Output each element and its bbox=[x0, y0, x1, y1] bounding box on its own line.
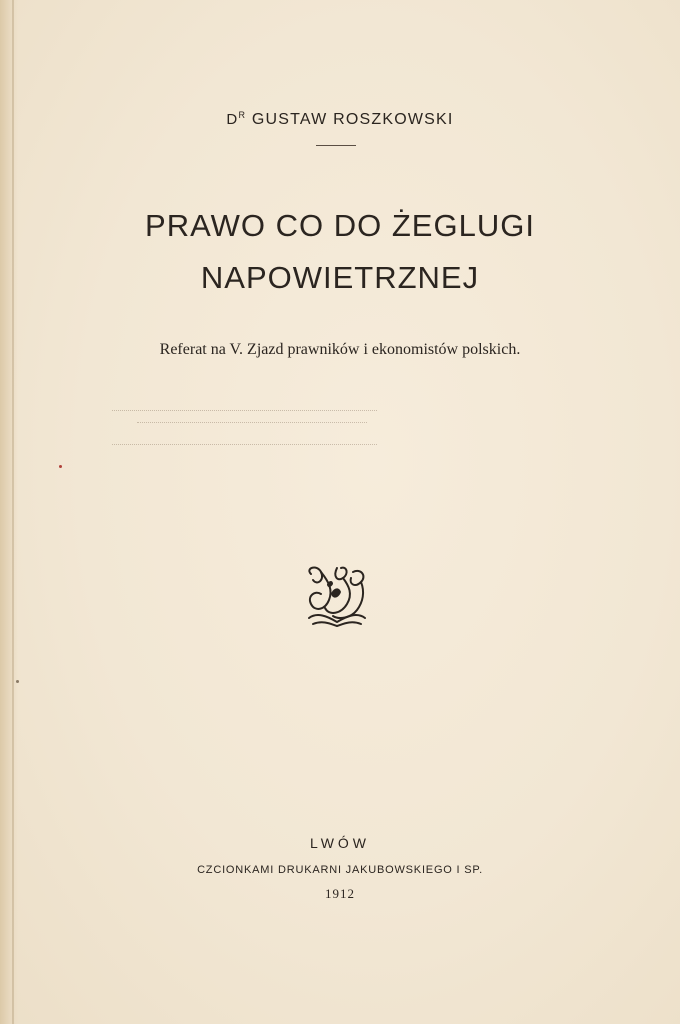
imprint-printer: CZCIONKAMI DRUKARNI JAKUBOWSKIEGO I SP. bbox=[197, 864, 483, 876]
show-through-line bbox=[112, 444, 377, 445]
book-title bbox=[0, 200, 680, 304]
author-divider-rule bbox=[316, 145, 356, 146]
paper-speck bbox=[59, 465, 62, 468]
author-title-superscript: R bbox=[238, 110, 247, 120]
show-through-line bbox=[137, 422, 367, 423]
author-title bbox=[226, 111, 246, 128]
paper-speck bbox=[16, 680, 19, 683]
author-title-abbrev: D bbox=[226, 111, 239, 128]
show-through-marks bbox=[112, 408, 377, 448]
book-title-line-2: NAPOWIETRZNEJ bbox=[200, 260, 480, 295]
author-line bbox=[0, 110, 680, 129]
book-title-line-1: PRAWO CO DO ŻEGLUGI bbox=[145, 208, 535, 243]
author-name: GUSTAW ROSZKOWSKI bbox=[251, 111, 454, 128]
imprint-year: 1912 bbox=[325, 886, 355, 901]
floral-ornament-icon bbox=[303, 564, 371, 630]
imprint-city: LWÓW bbox=[309, 835, 371, 851]
show-through-line bbox=[112, 410, 377, 411]
book-subtitle: Referat na V. Zjazd prawników i ekonomistów polskich. bbox=[159, 341, 521, 358]
